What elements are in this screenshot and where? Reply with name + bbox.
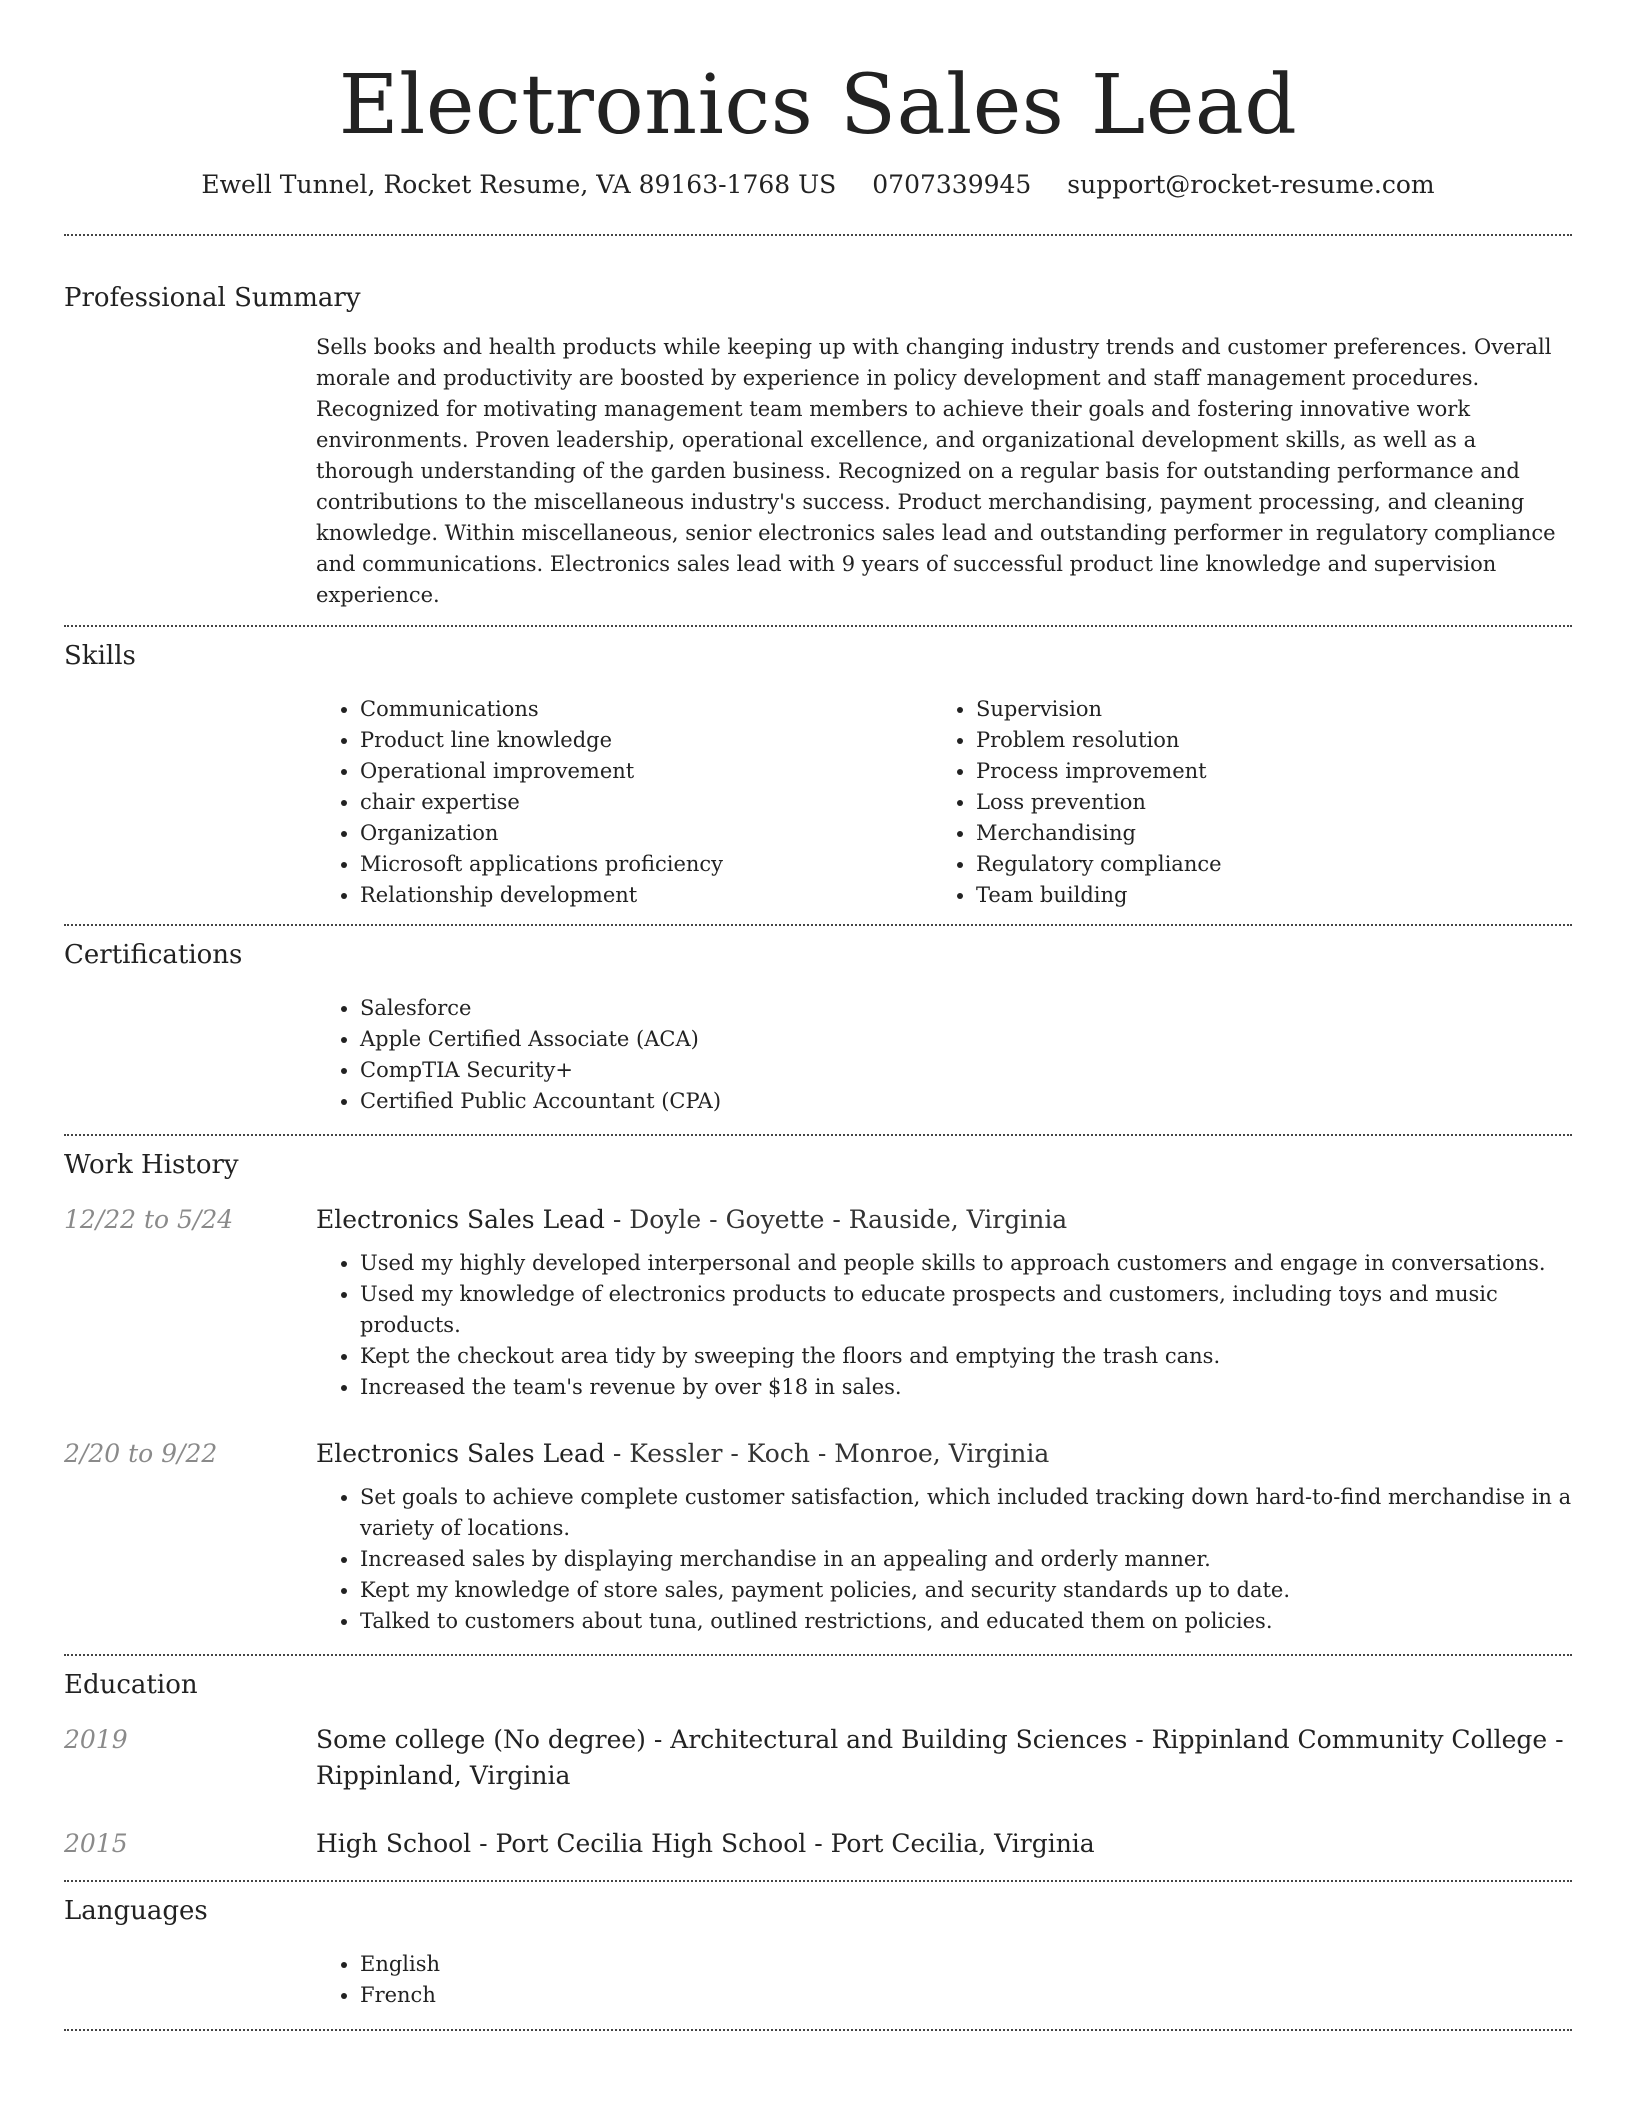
languages-section: [64, 1882, 1572, 2011]
job-heading: [316, 1202, 1572, 1238]
education-year: 2015: [64, 1829, 128, 1858]
work-section: [64, 1136, 1572, 1637]
skill-item: • Loss prevention: [976, 787, 1572, 818]
job-bullet: • Used my knowledge of electronics products to educate prospects and customers, including toys and music products.: [360, 1279, 1572, 1341]
certification-item: • Apple Certified Associate (ACA): [360, 1024, 1572, 1055]
skill-item: • Regulatory compliance: [976, 849, 1572, 880]
job-employer: - Kessler - Koch - Monroe, Virginia: [604, 1439, 1050, 1468]
job-employer: - Doyle - Goyette - Rauside, Virginia: [604, 1205, 1068, 1234]
job-entry: [64, 1436, 1572, 1637]
language-item: • English: [360, 1949, 1572, 1980]
education-year: 2019: [64, 1725, 128, 1754]
education-entry: [64, 1722, 1572, 1794]
certifications-section: [64, 926, 1572, 1117]
education-field: -: [471, 1829, 496, 1858]
skill-item: • Microsoft applications proficiency: [360, 849, 932, 880]
skills-heading: Skills: [64, 641, 136, 671]
summary-heading: Professional Summary: [64, 283, 361, 313]
skill-item: • Organization: [360, 818, 932, 849]
education-entry: [64, 1826, 1572, 1862]
certifications-heading: Certifications: [64, 940, 243, 970]
job-bullet: • Increased sales by displaying merchandise in an appealing and orderly manner.: [360, 1544, 1572, 1575]
skills-list-left: [316, 694, 932, 911]
education-details: [316, 1826, 1572, 1862]
skills-section: [64, 627, 1572, 911]
skill-item: • Supervision: [976, 694, 1572, 725]
education-degree: Some college (No degree): [316, 1725, 646, 1754]
certification-item: • Certified Public Accountant (CPA): [360, 1086, 1572, 1117]
languages-list: [316, 1949, 1572, 2011]
job-heading: [316, 1436, 1572, 1472]
skill-item: • Team building: [976, 880, 1572, 911]
certification-item: • CompTIA Security+: [360, 1055, 1572, 1086]
education-details: [316, 1722, 1572, 1794]
job-title: Electronics Sales Lead: [316, 1205, 605, 1234]
education-degree: High School: [316, 1829, 472, 1858]
job-bullets: [316, 1248, 1572, 1403]
skill-item: • Communications: [360, 694, 932, 725]
contact-phone: 0707339945: [872, 170, 1032, 199]
skill-item: • Problem resolution: [976, 725, 1572, 756]
job-bullet: • Used my highly developed interpersonal and people skills to approach customers and engage in conversations.: [360, 1248, 1572, 1279]
languages-heading: Languages: [64, 1896, 208, 1926]
work-heading: Work History: [64, 1150, 239, 1180]
resume-title: Electronics Sales Lead: [338, 58, 1298, 153]
skill-item: • Relationship development: [360, 880, 932, 911]
contact-email: support@rocket-resume.com: [1067, 170, 1435, 199]
education-school: Port Cecilia High School - Port Cecilia, Virginia: [495, 1829, 1095, 1858]
summary-section: [64, 236, 1572, 611]
job-bullets: [316, 1482, 1572, 1637]
education-section: [64, 1656, 1572, 1862]
job-dates: 2/20 to 9/22: [64, 1439, 218, 1468]
skill-item: • Merchandising: [976, 818, 1572, 849]
job-title: Electronics Sales Lead: [316, 1439, 605, 1468]
education-school: Rippinland Community College - Rippinland, Virginia: [316, 1725, 1564, 1790]
job-bullet: • Kept my knowledge of store sales, payment policies, and security standards up to date.: [360, 1575, 1572, 1606]
job-bullet: • Talked to customers about tuna, outlined restrictions, and educated them on policies.: [360, 1606, 1572, 1637]
job-bullet: • Set goals to achieve complete customer satisfaction, which included tracking down hard-to-find merchandise in a variety of locations.: [360, 1482, 1572, 1544]
education-field: - Architectural and Building Sciences -: [645, 1725, 1152, 1754]
contact-line: [64, 170, 1572, 200]
skill-item: • chair expertise: [360, 787, 932, 818]
job-entry: [64, 1202, 1572, 1403]
education-heading: Education: [64, 1670, 198, 1700]
summary-text: Sells books and health products while keeping up with changing industry trends and customer preferences. Overall morale and productivity are boosted by experience in policy development and staff management procedures. Recognized for motivating management team members to achieve their goals and fostering innovative work environments. Proven leadership, operational excellence, and organizational development skills, as well as a thorough understanding of the garden business. Recognized on a regular basis for outstanding performance and contributions to the miscellaneous industry's success. Product merchandising, payment processing, and cleaning knowledge. Within miscellaneous, senior electronics sales lead and outstanding performer in regulatory compliance and communications. Electronics sales lead with 9 years of successful product line knowledge and supervision experience.: [316, 335, 1556, 607]
divider: [64, 2029, 1572, 2031]
skill-item: • Process improvement: [976, 756, 1572, 787]
skill-item: • Product line knowledge: [360, 725, 932, 756]
job-dates: 12/22 to 5/24: [64, 1205, 234, 1234]
certifications-list: [316, 993, 1572, 1117]
language-item: • French: [360, 1980, 1572, 2011]
certification-item: • Salesforce: [360, 993, 1572, 1024]
job-bullet: • Kept the checkout area tidy by sweeping the floors and emptying the trash cans.: [360, 1341, 1572, 1372]
job-bullet: • Increased the team's revenue by over $18 in sales.: [360, 1372, 1572, 1403]
resume-page: [64, 0, 1572, 2031]
skills-list-right: [932, 694, 1572, 911]
skill-item: • Operational improvement: [360, 756, 932, 787]
contact-address: Ewell Tunnel, Rocket Resume, VA 89163-1768 US: [201, 170, 837, 199]
